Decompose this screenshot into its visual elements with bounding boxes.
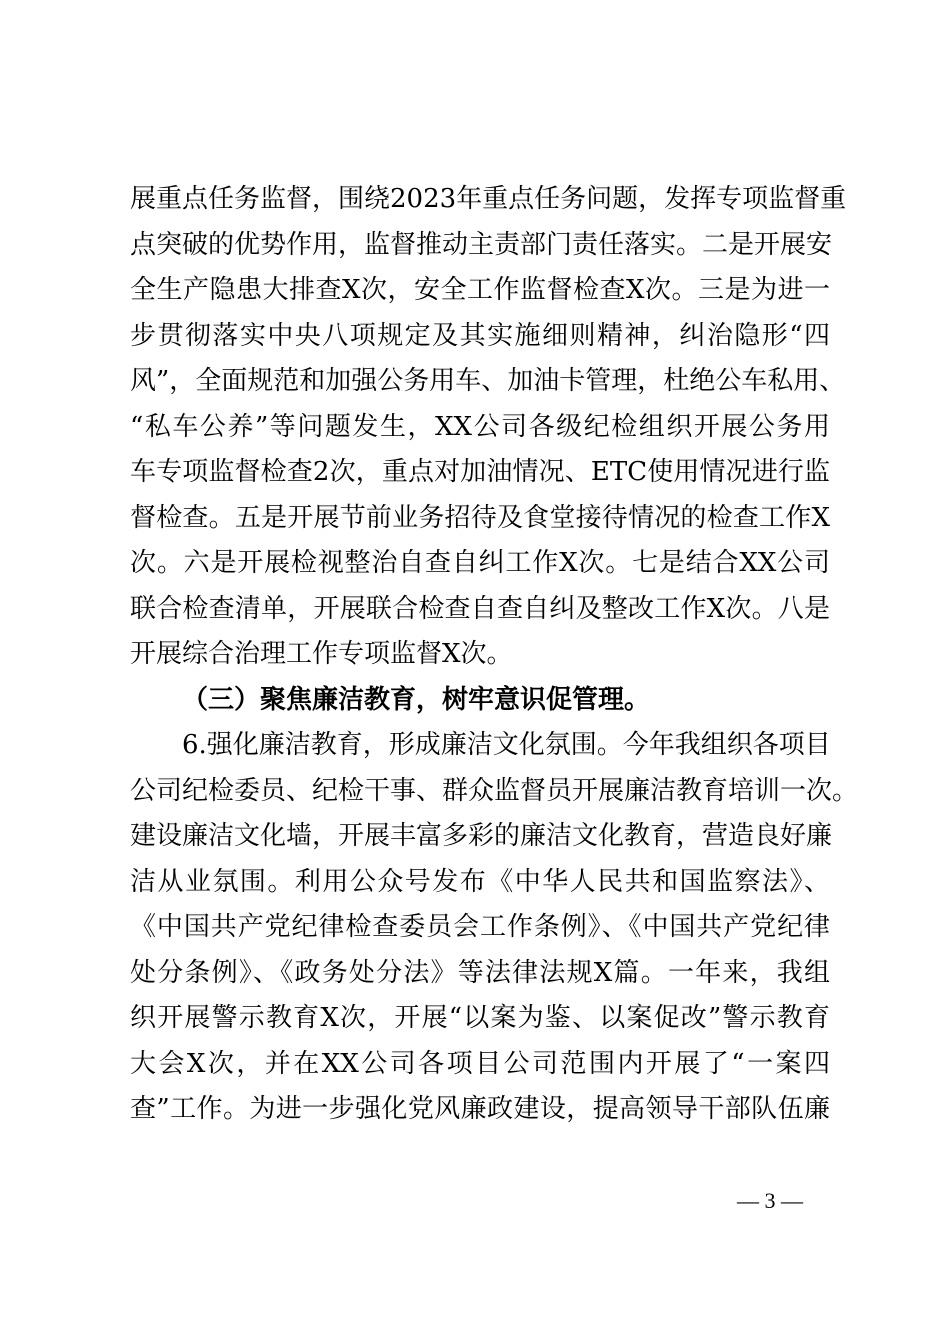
text-line: 大会X次，并在XX公司各项目公司范围内开展了“一案四	[130, 1048, 830, 1079]
page-number: — 3 —	[737, 1188, 803, 1213]
section-heading: （三）聚焦廉洁教育，树牢意识促管理。	[182, 684, 651, 715]
text-line: 6.强化廉洁教育，形成廉洁文化氛围。今年我组织各项目	[182, 730, 831, 760]
text-line: 督检查。五是开展节前业务招待及食堂接待情况的检查工作X	[130, 502, 830, 533]
text-line: 车专项监督检查2次，重点对加油情况、ETC使用情况进行监	[130, 457, 830, 487]
text-line: 建设廉洁文化墙，开展丰富多彩的廉洁文化教育，营造良好廉	[130, 821, 833, 851]
body-text	[130, 177, 859, 1133]
text-line: “私车公养”等问题发生，XX公司各级纪检组织开展公务用	[130, 411, 830, 442]
text-line: 点突破的优势作用，监督推动主责部门责任落实。二是开展安	[130, 229, 833, 260]
text-line: 步贯彻落实中央八项规定及其实施细则精神，纠治隐形“四	[130, 320, 830, 351]
text-line: 全生产隐患大排查X次，安全工作监督检查X次。三是为进一	[130, 275, 830, 305]
text-line: 洁从业氛围。利用公众号发布《中华人民共和国监察法》、	[130, 866, 830, 897]
text-line: 查”工作。为进一步强化党风廉政建设，提高领导干部队伍廉	[130, 1094, 830, 1124]
text-line: 次。六是开展检视整治自查自纠工作X次。七是结合XX公司	[130, 548, 830, 578]
text-line: 联合检查清单，开展联合检查自查自纠及整改工作X次。八是	[130, 593, 830, 624]
text-line: 《中国共产党纪律检查委员会工作条例》、《中国共产党纪律	[130, 912, 830, 942]
text-line: 处分条例》、《政务处分法》等法律法规X篇。一年来，我组	[130, 957, 830, 988]
text-line: 公司纪检委员、纪检干事、群众监督员开展廉洁教育培训一次。	[130, 775, 859, 806]
text-line: 展重点任务监督，围绕2023年重点任务问题，发挥专项监督重	[130, 184, 847, 214]
text-line: 织开展警示教育X次，开展“以案为鉴、以案促改”警示教育	[130, 1003, 830, 1033]
text-line: 风”，全面规范和加强公务用车、加油卡管理，杜绝公车私用、	[130, 366, 846, 396]
text-line: 开展综合治理工作专项监督X次。	[130, 639, 513, 669]
